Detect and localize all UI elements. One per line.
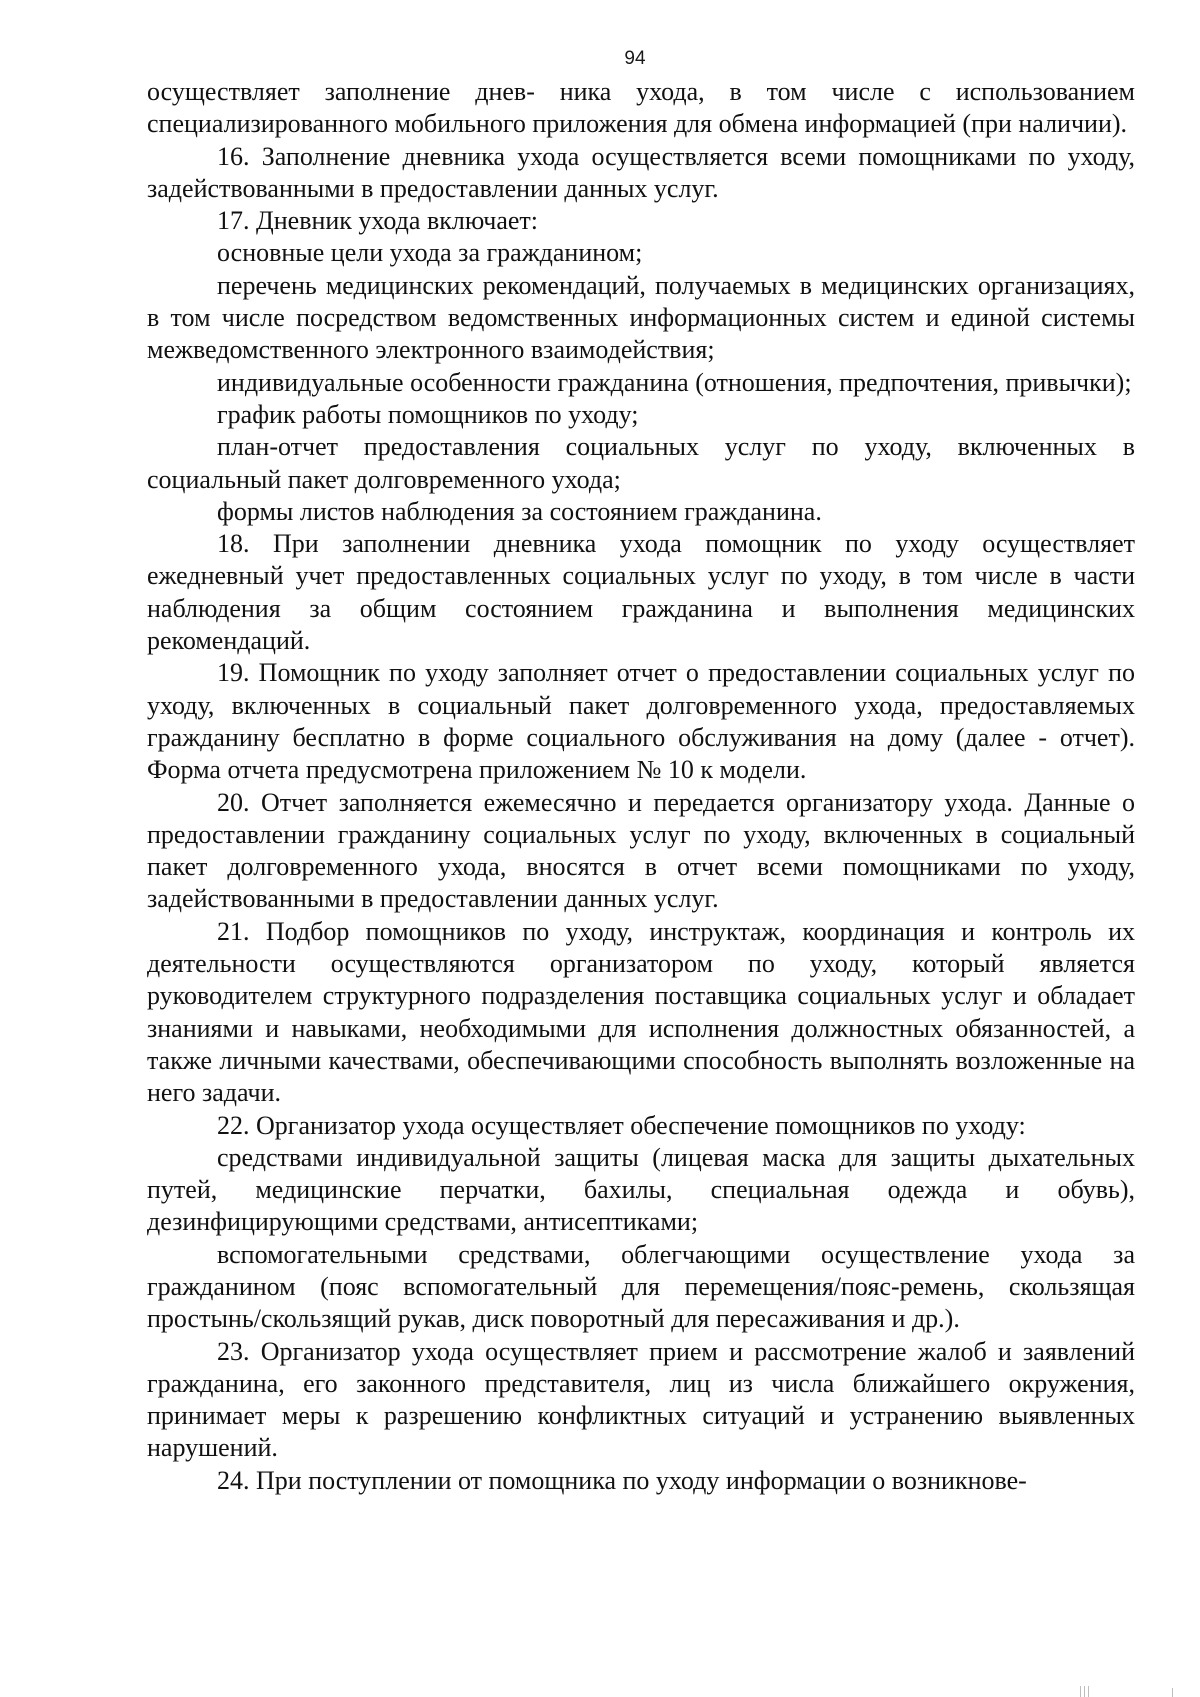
list-item-protective-equipment: средствами индивидуальной защиты (лицевая маска для защиты дыхательных путей, медицинские перчатки, бахилы, специальная одежда и обувь), дезинфицирующими средствами, антисептиками; [147, 1142, 1135, 1237]
paragraph-continuation: осуществляет заполнение днев- ника ухода, в том числе с использованием специализированного мобильного приложения для обмена информацией (при наличии). [147, 77, 1135, 139]
paragraph-18: 18. При заполнении дневника ухода помощник по уходу осуществляет ежедневный учет предоставленных социальных услуг по уходу, в том числе в части наблюдения за общим состоянием гражданина и выполнения медицинских рекомендаций. [147, 529, 1135, 656]
list-item-individual-features: индивидуальные особенности гражданина (отношения, предпочтения, привычки); [217, 367, 1132, 397]
scan-artifact-mark [1084, 1686, 1085, 1697]
paragraph-19: 19. Помощник по уходу заполняет отчет о предоставлении социальных услуг по уходу, включенных в социальный пакет долговременного ухода, предоставляемых гражданину бесплатно в форме социального обслуживания на дому (далее - отчет). Форма отчета предусмотрена приложением № 10 к модели. [147, 658, 1135, 785]
list-item-auxiliary-equipment: вспомогательными средствами, облегчающими осуществление ухода за гражданином (пояс вспомогательный для перемещения/пояс-ремень, скользящая простынь/скользящий рукав, диск поворотный для пересаживания и др.). [147, 1239, 1135, 1334]
list-item-observation-forms: формы листов наблюдения за состоянием гражданина. [217, 496, 822, 526]
paragraph-20: 20. Отчет заполняется ежемесячно и передается организатору ухода. Данные о предоставлении гражданину социальных услуг по уходу, включенных в социальный пакет долговременного ухода, вносятся в отчет всеми помощниками по уходу, задействованными в предоставлении данных услуг. [147, 787, 1135, 914]
scan-artifact-mark [1080, 1686, 1081, 1697]
list-item-work-schedule: график работы помощников по уходу; [217, 399, 639, 429]
list-item-plan-report: план-отчет предоставления социальных услуг по уходу, включенных в социальный пакет долговременного ухода; [147, 432, 1135, 494]
paragraph-16: 16. Заполнение дневника ухода осуществляется всеми помощниками по уходу, задействованными в предоставлении данных услуг. [147, 141, 1135, 203]
page-number: 94 [624, 48, 646, 69]
paragraph-22: 22. Организатор ухода осуществляет обеспечение помощников по уходу: [217, 1110, 1026, 1140]
paragraph-21: 21. Подбор помощников по уходу, инструктаж, координация и контроль их деятельности осуществляются организатором по уходу, который является руководителем структурного подразделения поставщика социальных услуг и обладает знаниями и навыками, необходимыми для исполнения должностных обязанностей, а также личными качествами, обеспечивающими способность выполнять возложенные на него задачи. [147, 916, 1135, 1108]
document-body [147, 76, 1135, 1497]
scan-artifact-mark [1088, 1686, 1089, 1697]
list-item-care-goals: основные цели ухода за гражданином; [217, 238, 643, 268]
scan-artifact-mark [1172, 1688, 1173, 1697]
paragraph-23: 23. Организатор ухода осуществляет прием и рассмотрение жалоб и заявлений гражданина, его законного представителя, лиц из числа ближайшего окружения, принимает меры к разрешению конфликтных ситуаций и устранению выявленных нарушений. [147, 1336, 1135, 1463]
paragraph-17: 17. Дневник ухода включает: [217, 206, 539, 236]
paragraph-24: 24. При поступлении от помощника по уходу информации о возникнове- [217, 1465, 1027, 1495]
list-item-medical-recommendations: перечень медицинских рекомендаций, получаемых в медицинских организациях, в том числе посредством ведомственных информационных систем и единой системы межведомственного электронного взаимодействия; [147, 270, 1135, 365]
